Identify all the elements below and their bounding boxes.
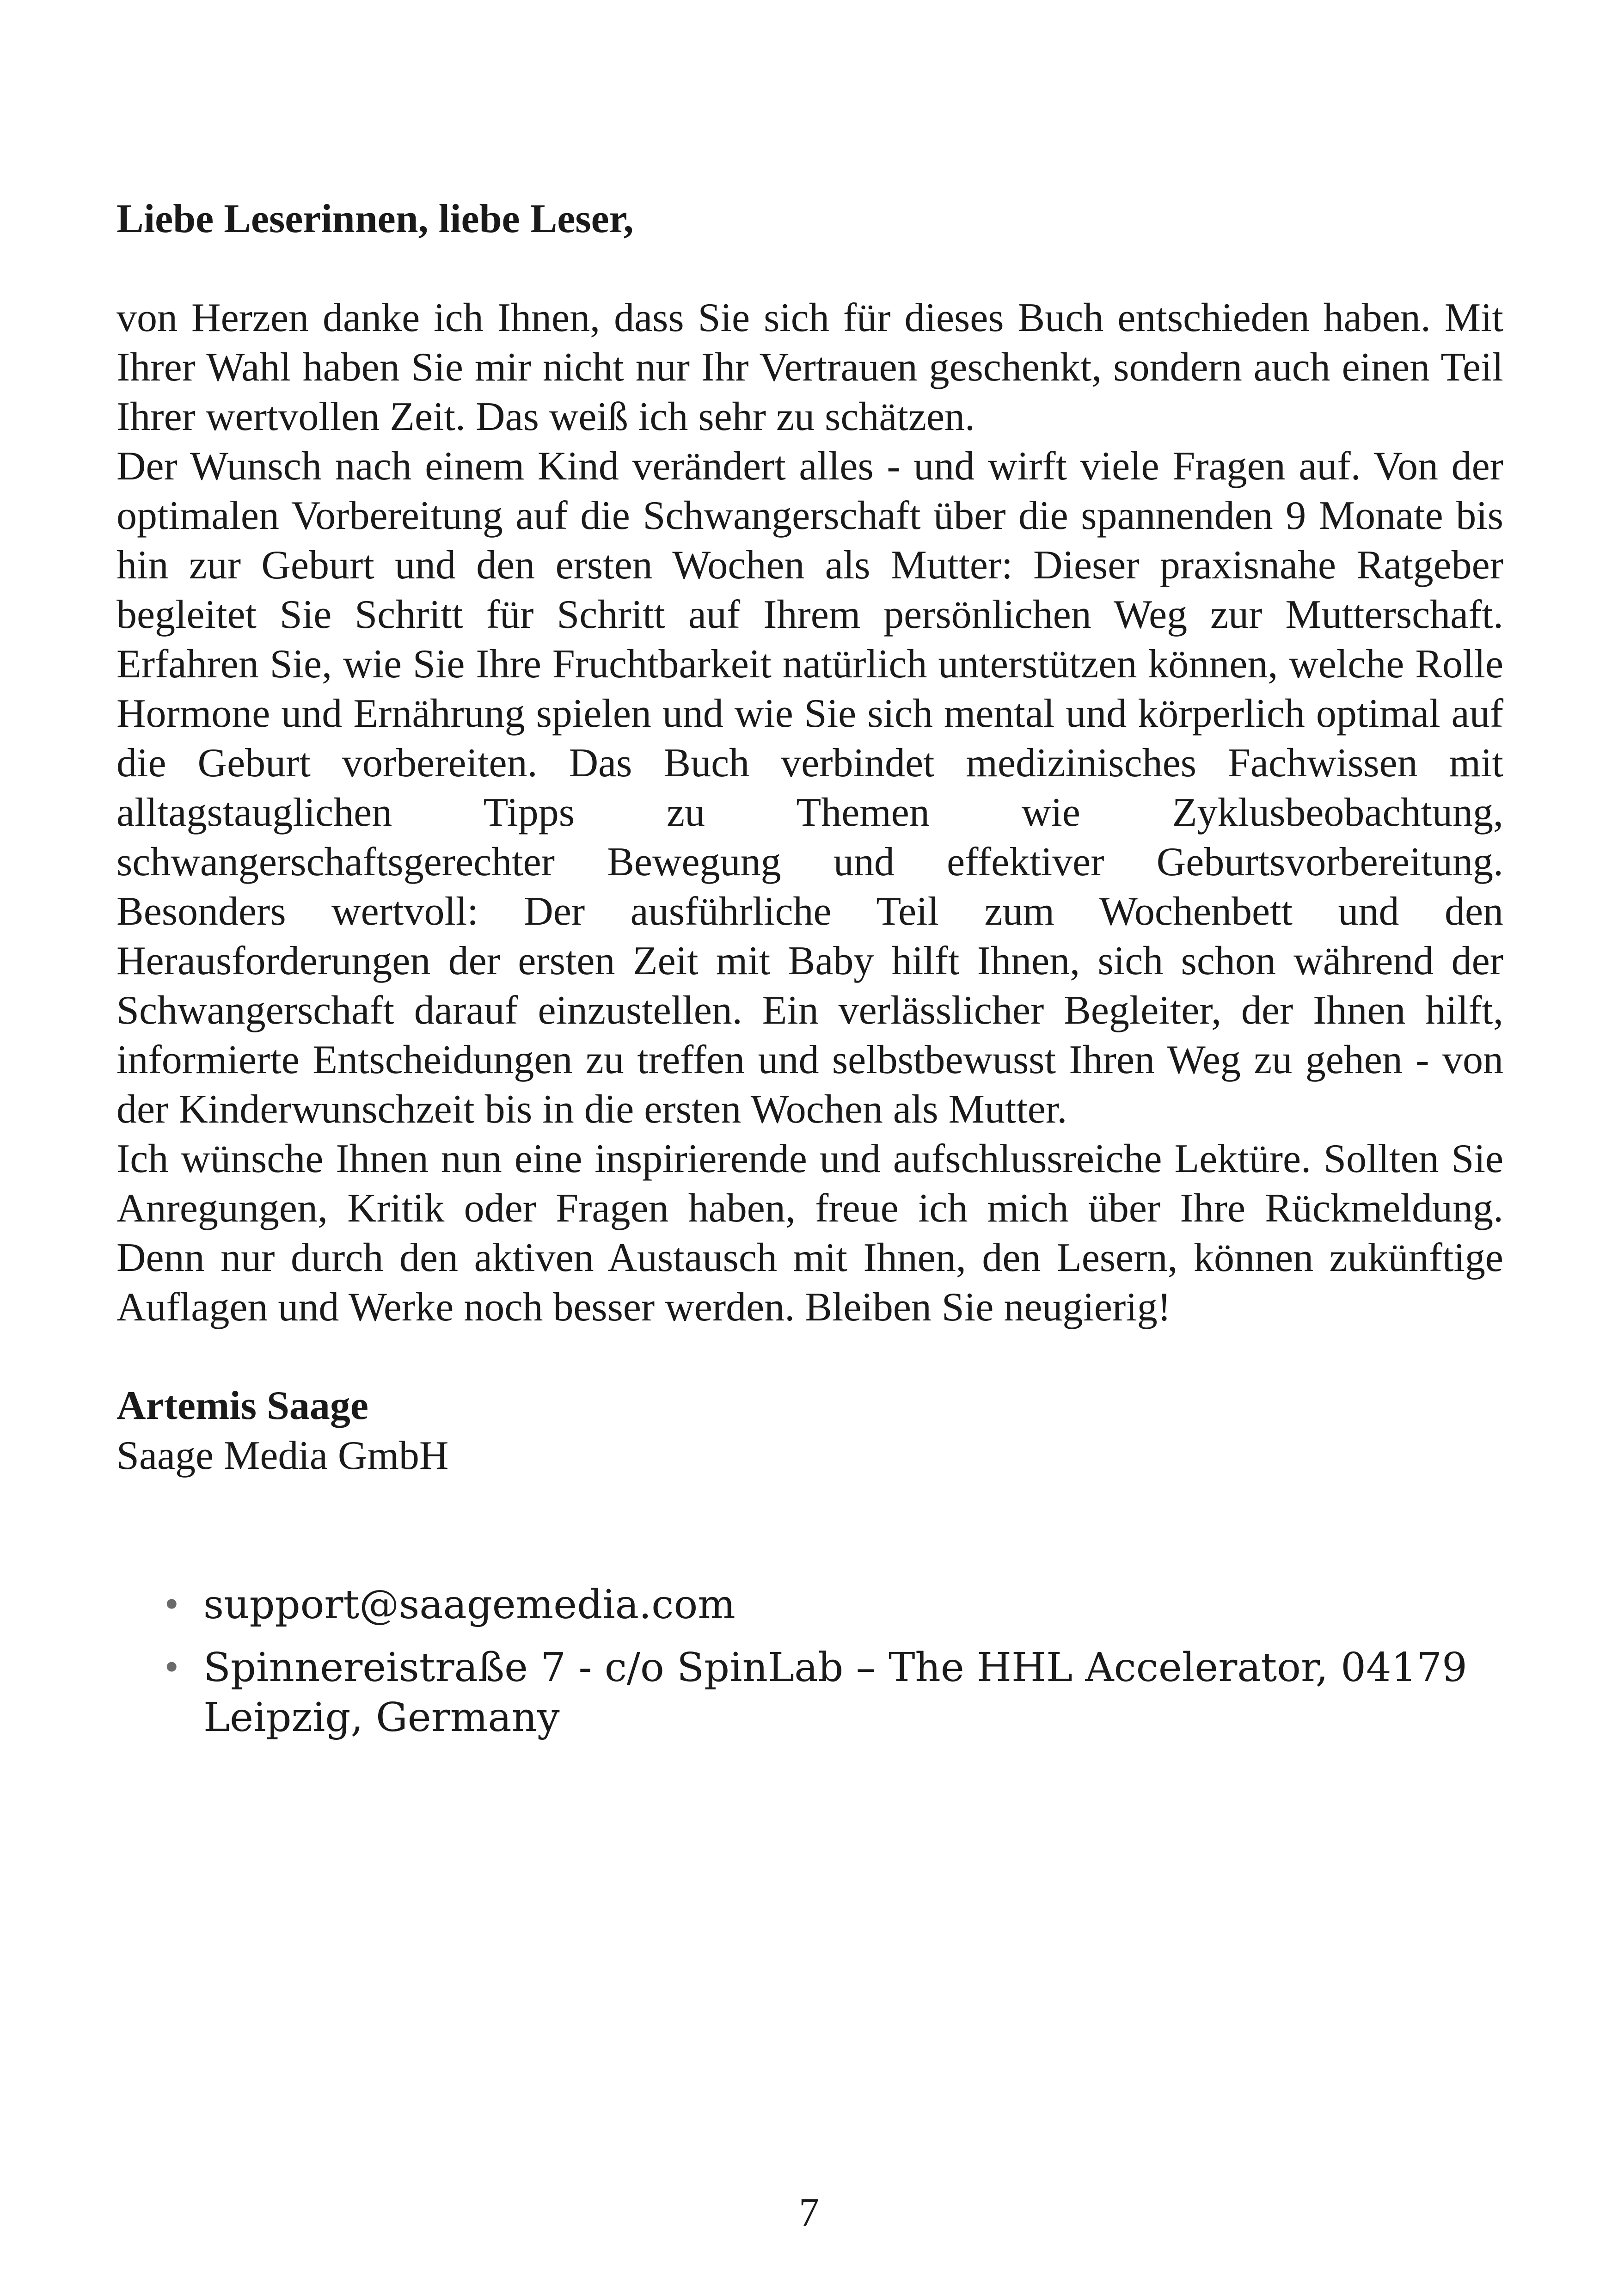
contact-list (116, 1580, 1503, 1743)
greeting-heading: Liebe Leserinnen, liebe Leser, (116, 196, 634, 241)
bullet-icon: • (162, 1585, 182, 1624)
author-name: Artemis Saage (116, 1383, 368, 1428)
contact-address: Spinnereistraße 7 - c/o SpinLab – The HHL Accelerator, 04179 Leipzig, Germany (203, 1645, 1467, 1741)
contact-email[interactable]: support@saagemedia.com (203, 1582, 735, 1628)
paragraph-thanks: von Herzen danke ich Ihnen, dass Sie sich für dieses Buch entschieden haben. Mit Ihrer Wahl haben Sie mir nicht nur Ihr Vertrauen geschenkt, sondern auch einen Teil Ihrer wertvollen Zeit. Das weiß ich sehr zu schätzen. (116, 295, 1503, 439)
letter-content (116, 194, 1503, 1756)
letter-body (116, 293, 1503, 1332)
contact-address-item (116, 1643, 1503, 1743)
page-number: 7 (799, 2190, 819, 2235)
paragraph-book-description: Der Wunsch nach einem Kind verändert alles - und wirft viele Fragen auf. Von der optimalen Vorbereitung auf die Schwangerschaft über die spannenden 9 Monate bis hin zur Geburt und den ersten Wochen als Mutter: Dieser praxisnahe Ratgeber begleitet Sie Schritt für Schritt auf Ihrem persönlichen Weg zur Mutterschaft. Erfahren Sie, wie Sie Ihre Fruchtbarkeit natürlich unterstützen können, welche Rolle Hormone und Ernährung spielen und wie Sie sich mental und körperlich optimal auf die Geburt vorbereiten. Das Buch verbindet medizinisches Fachwissen mit alltagstauglichen Tipps zu Themen wie Zyklusbeobachtung, schwangerschaftsgerechter Bewegung und effektiver Geburtsvorbereitung. Besonders wertvoll: Der ausführliche Teil zum Wochenbett und den Herausforderungen der ersten Zeit mit Baby hilft Ihnen, sich schon während der Schwangerschaft darauf einzustellen. Ein verlässlicher Begleiter, der Ihnen hilft, informierte Entscheidungen zu treffen und selbstbewusst Ihren Weg zu gehen - von der Kinderwunschzeit bis in die ersten Wochen als Mutter. (116, 444, 1503, 1132)
signature-block (116, 1381, 1503, 1481)
bullet-icon: • (162, 1648, 182, 1687)
company-name: Saage Media GmbH (116, 1433, 449, 1478)
paragraph-closing: Ich wünsche Ihnen nun eine inspirierende und aufschlussreiche Lektüre. Sollten Sie Anregungen, Kritik oder Fragen haben, freue ich mich über Ihre Rückmeldung. Denn nur durch den aktiven Austausch mit Ihnen, den Lesern, können zukünftige Auflagen und Werke noch besser werden. Bleiben Sie neugierig! (116, 1136, 1503, 1330)
contact-email-item (116, 1580, 1503, 1630)
